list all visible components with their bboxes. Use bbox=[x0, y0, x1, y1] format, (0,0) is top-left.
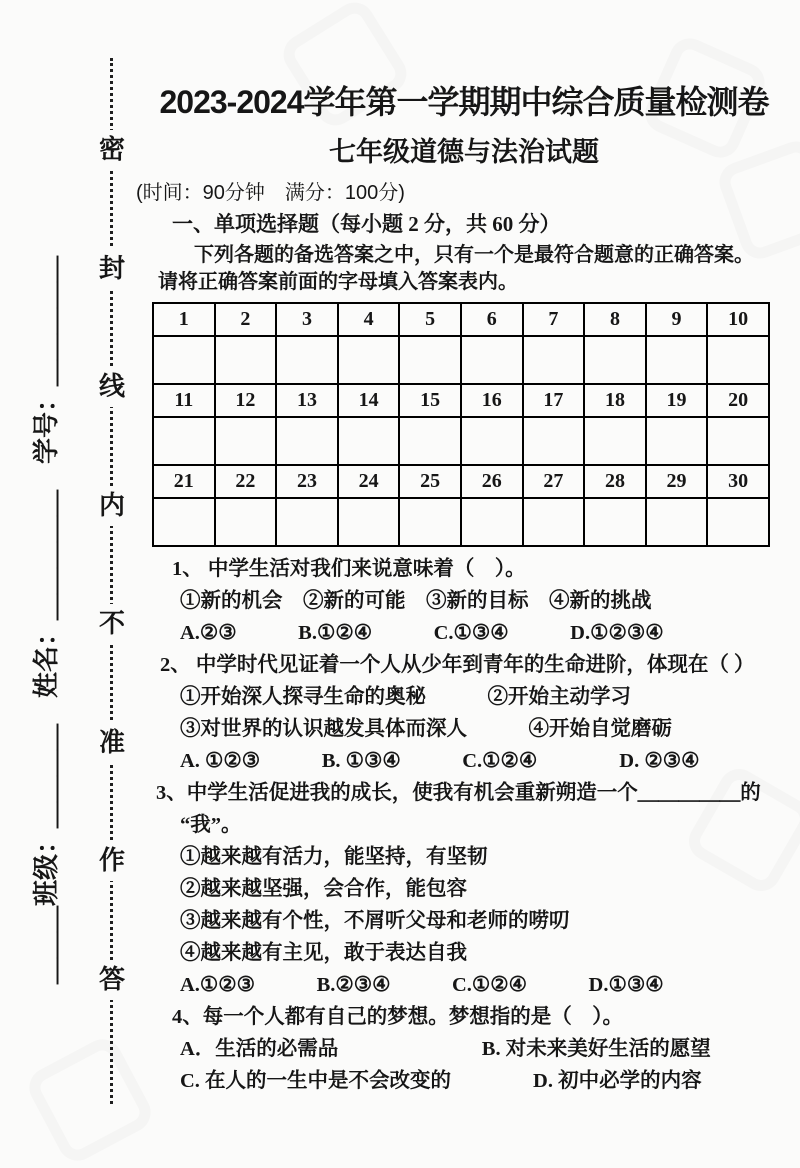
question-number-cell: 21 bbox=[153, 465, 215, 498]
question-number-cell: 24 bbox=[338, 465, 400, 498]
question-3-option4: ④越来越有主见，敢于表达自我 bbox=[180, 942, 467, 964]
seal-char: 不 bbox=[99, 604, 125, 644]
question-3-choices: A.①②③ B.②③④ C.①②④ D.①③④ bbox=[180, 974, 664, 996]
question-4-choices1: A．生活的必需品 B. 对未来美好生活的愿望 bbox=[180, 1038, 711, 1060]
time-score-meta: (时间：90分钟 满分：100分) bbox=[136, 182, 405, 204]
answer-table-blank-row bbox=[153, 417, 769, 465]
question-number-cell: 17 bbox=[523, 384, 585, 417]
question-number-cell: 19 bbox=[646, 384, 708, 417]
question-number-cell: 1 bbox=[153, 303, 215, 336]
answer-cell bbox=[523, 417, 585, 465]
question-number-cell: 3 bbox=[276, 303, 338, 336]
answer-cell bbox=[276, 336, 338, 384]
question-number-cell: 9 bbox=[646, 303, 708, 336]
seal-char: 线 bbox=[99, 367, 125, 407]
question-number-cell: 29 bbox=[646, 465, 708, 498]
question-number-cell: 8 bbox=[584, 303, 646, 336]
question-4-choices2: C. 在人的一生中是不会改变的 D. 初中必学的内容 bbox=[180, 1070, 702, 1092]
paper-subtitle: 七年级道德与法治试题 bbox=[329, 137, 599, 167]
question-number-cell: 23 bbox=[276, 465, 338, 498]
section-intro-line1: 下列各题的备选答案之中，只有一个是最符合题意的正确答案。 bbox=[194, 244, 754, 266]
question-number-cell: 18 bbox=[584, 384, 646, 417]
answer-cell bbox=[461, 336, 523, 384]
question-2-options2: ③对世界的认识越发具体而深人 ④开始自觉磨砺 bbox=[180, 718, 672, 740]
question-1-stem: 1、 中学生活对我们来说意味着（ ）。 bbox=[172, 558, 526, 580]
answer-table-number-row bbox=[153, 303, 769, 336]
answer-table-blank-row bbox=[153, 498, 769, 546]
answer-cell bbox=[707, 498, 769, 546]
question-number-cell: 6 bbox=[461, 303, 523, 336]
answer-cell bbox=[646, 336, 708, 384]
answer-cell bbox=[153, 336, 215, 384]
question-3-stem: 3、中学生活促进我的成长，使我有机会重新朔造一个＿＿＿＿＿的 bbox=[156, 782, 761, 804]
answer-cell bbox=[153, 417, 215, 465]
answer-table bbox=[152, 302, 770, 547]
answer-cell bbox=[399, 498, 461, 546]
answer-cell bbox=[461, 498, 523, 546]
question-3-option3: ③越来越有个性，不屑听父母和老师的唠叨 bbox=[180, 910, 570, 932]
question-3-stem2: “我”。 bbox=[180, 814, 242, 836]
section-intro-line2: 请将正确答案前面的字母填入答案表内。 bbox=[158, 271, 518, 293]
question-number-cell: 14 bbox=[338, 384, 400, 417]
question-number-cell: 26 bbox=[461, 465, 523, 498]
answer-cell bbox=[338, 336, 400, 384]
answer-cell bbox=[707, 417, 769, 465]
answer-table-blank-row bbox=[153, 336, 769, 384]
question-1-choices: A.②③ B.①②④ C.①③④ D.①②③④ bbox=[180, 622, 664, 644]
question-number-cell: 15 bbox=[399, 384, 461, 417]
question-number-cell: 10 bbox=[707, 303, 769, 336]
seal-char: 内 bbox=[99, 486, 125, 526]
answer-cell bbox=[338, 498, 400, 546]
question-number-cell: 4 bbox=[338, 303, 400, 336]
answer-cell bbox=[399, 336, 461, 384]
seal-char: 封 bbox=[99, 249, 125, 289]
answer-cell bbox=[215, 498, 277, 546]
question-1-options: ①新的机会 ②新的可能 ③新的目标 ④新的挑战 bbox=[180, 590, 652, 612]
question-number-cell: 28 bbox=[584, 465, 646, 498]
student-info-fields: ＿＿＿班级：＿＿＿＿ 姓名：＿＿＿＿＿ 学号：＿＿＿＿＿ bbox=[32, 255, 61, 984]
question-3-option1: ①越来越有活力，能坚持，有坚韧 bbox=[180, 846, 488, 868]
question-number-cell: 16 bbox=[461, 384, 523, 417]
section-one-heading: 一、单项选择题（每小题 2 分，共 60 分） bbox=[172, 212, 561, 236]
answer-cell bbox=[215, 417, 277, 465]
answer-cell bbox=[646, 498, 708, 546]
seal-char: 作 bbox=[99, 841, 125, 881]
answer-cell bbox=[399, 417, 461, 465]
question-number-cell: 12 bbox=[215, 384, 277, 417]
question-2-stem: 2、 中学时代见证着一个人从少年到青年的生命进阶，体现在（ ） bbox=[160, 654, 755, 676]
question-number-cell: 7 bbox=[523, 303, 585, 336]
question-number-cell: 5 bbox=[399, 303, 461, 336]
question-number-cell: 27 bbox=[523, 465, 585, 498]
answer-cell bbox=[276, 498, 338, 546]
paper-content bbox=[130, 0, 798, 1097]
seal-char: 答 bbox=[99, 960, 125, 1000]
answer-cell bbox=[523, 498, 585, 546]
answer-cell bbox=[276, 417, 338, 465]
question-3-option2: ②越来越坚强，会合作，能包容 bbox=[180, 878, 467, 900]
question-2-choices: A. ①②③ B. ①③④ C.①②④ D. ②③④ bbox=[180, 750, 700, 772]
answer-table-number-row bbox=[153, 465, 769, 498]
paper-title: 2023-2024学年第一学期期中综合质量检测卷 bbox=[159, 84, 769, 120]
seal-line bbox=[98, 58, 126, 1104]
question-number-cell: 11 bbox=[153, 384, 215, 417]
question-number-cell: 13 bbox=[276, 384, 338, 417]
seal-char: 密 bbox=[99, 130, 125, 170]
question-number-cell: 30 bbox=[707, 465, 769, 498]
answer-cell bbox=[338, 417, 400, 465]
answer-cell bbox=[707, 336, 769, 384]
seal-char: 准 bbox=[99, 723, 125, 763]
question-number-cell: 22 bbox=[215, 465, 277, 498]
answer-cell bbox=[584, 498, 646, 546]
question-number-cell: 25 bbox=[399, 465, 461, 498]
question-number-cell: 2 bbox=[215, 303, 277, 336]
answer-cell bbox=[584, 417, 646, 465]
answer-table-number-row bbox=[153, 384, 769, 417]
question-2-options1: ①开始深人探寻生命的奥秘 ②开始主动学习 bbox=[180, 686, 631, 708]
answer-cell bbox=[215, 336, 277, 384]
question-number-cell: 20 bbox=[707, 384, 769, 417]
answer-cell bbox=[461, 417, 523, 465]
answer-cell bbox=[523, 336, 585, 384]
question-4-stem: 4、每一个人都有自己的梦想。梦想指的是（ ）。 bbox=[172, 1006, 623, 1028]
answer-cell bbox=[153, 498, 215, 546]
answer-cell bbox=[646, 417, 708, 465]
answer-cell bbox=[584, 336, 646, 384]
question-list bbox=[130, 553, 798, 1097]
